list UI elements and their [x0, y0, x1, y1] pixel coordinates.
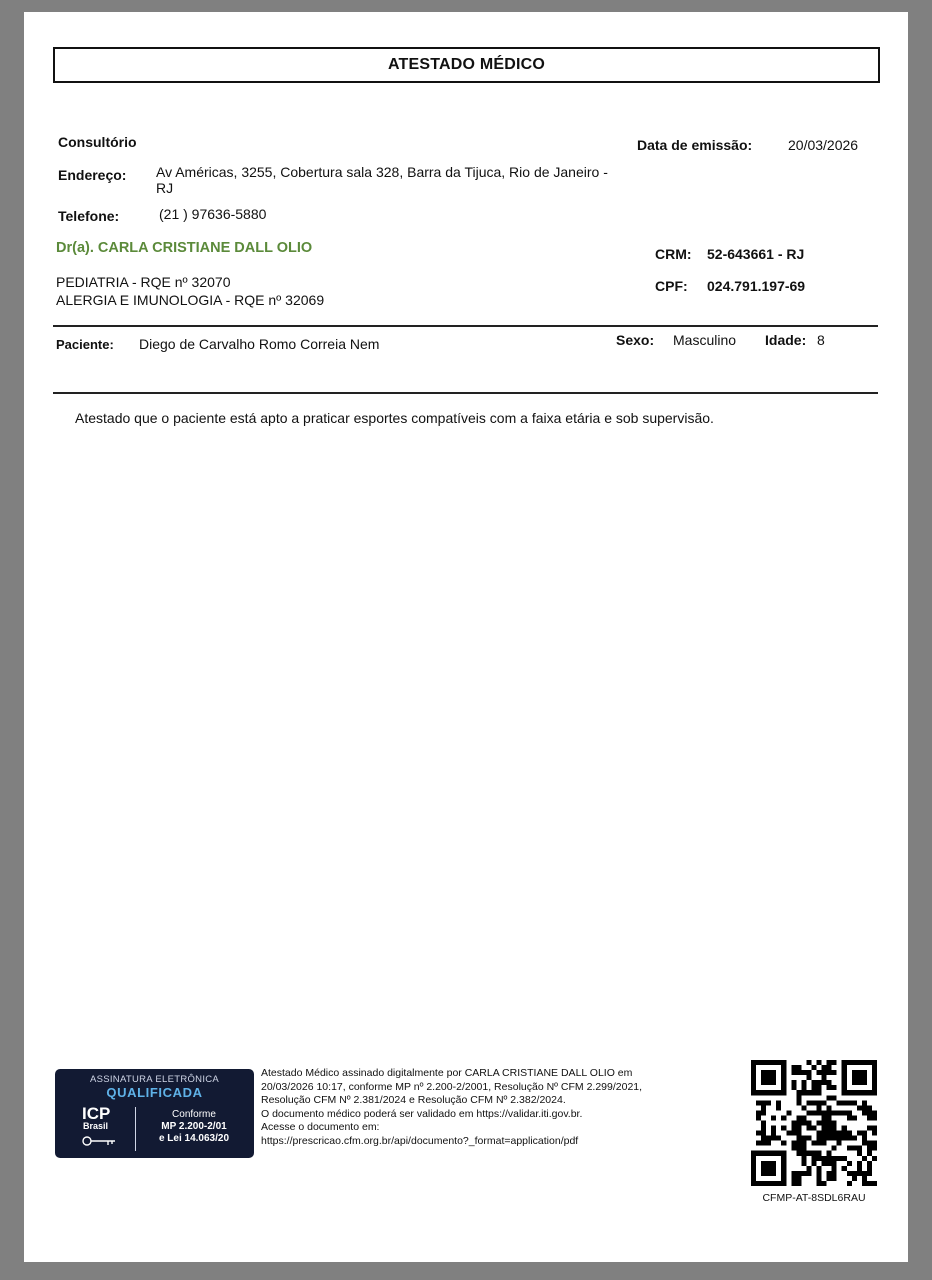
seal-conforme-text: Conforme: [172, 1109, 216, 1120]
seal-icp-text: ICP: [82, 1104, 111, 1123]
qr-code-id: CFMP-AT-8SDL6RAU: [762, 1192, 866, 1204]
seal-top-text: ASSINATURA ELETRÔNICA: [89, 1074, 220, 1085]
divider: [53, 325, 878, 327]
cpf-label: CPF:: [655, 278, 688, 294]
patient-name: Diego de Carvalho Romo Correia Nem: [139, 336, 380, 352]
specialty-item: PEDIATRIA - RQE nº 32070: [56, 274, 231, 290]
seal-mp-text: MP 2.200-2/01: [161, 1121, 227, 1132]
key-icon: [81, 1135, 119, 1147]
signature-line: Atestado Médico assinado digitalmente por CARLA CRISTIANE DALL OLIO em: [261, 1067, 633, 1079]
age-label: Idade:: [765, 332, 807, 348]
issue-date-label: Data de emissão:: [637, 137, 753, 153]
age-value: 8: [817, 332, 825, 348]
digital-signature-notice: [261, 1067, 731, 1149]
issue-date-value: 20/03/2026: [788, 137, 859, 153]
signature-line: 20/03/2026 10:17, conforme MP nº 2.200-2/2001, Resolução Nº CFM 2.299/2021,: [261, 1080, 643, 1093]
signature-line: Acesse o documento em:: [261, 1121, 380, 1134]
signature-line: https://prescricao.cfm.org.br/api/documento?_format=application/pdf: [261, 1134, 579, 1147]
signature-line: O documento médico poderá ser validado em https://validar.iti.gov.br.: [261, 1107, 583, 1120]
document-page: [24, 12, 908, 1262]
patient-label: Paciente:: [56, 337, 114, 352]
signature-line: Resolução CFM Nº 2.381/2024 e Resolução CFM Nº 2.382/2024.: [261, 1094, 566, 1107]
seal-brasil-text: Brasil: [83, 1121, 109, 1131]
phone-value: (21 ) 97636-5880: [159, 206, 267, 222]
doctor-name: Dr(a). CARLA CRISTIANE DALL OLIO: [56, 240, 313, 256]
sex-label: Sexo:: [616, 332, 655, 348]
document-title: ATESTADO MÉDICO: [53, 47, 880, 83]
certificate-body: Atestado que o paciente está apto a praticar esportes compatíveis com a faixa etária e sob supervisão.: [75, 410, 714, 426]
address-label: Endereço:: [58, 167, 127, 183]
crm-value: 52-643661 - RJ: [707, 246, 805, 262]
seal-lei-text: e Lei 14.063/20: [158, 1133, 230, 1144]
seal-divider: [135, 1107, 136, 1151]
address-line-1: Av Américas, 3255, Cobertura sala 328, Barra da Tijuca, Rio de Janeiro -: [156, 164, 608, 180]
crm-label: CRM:: [655, 246, 692, 262]
icp-brasil-seal: [55, 1069, 254, 1158]
phone-label: Telefone:: [58, 208, 120, 224]
address-line-2: RJ: [156, 180, 174, 196]
clinic-label: Consultório: [58, 134, 137, 150]
sex-value: Masculino: [673, 332, 737, 348]
seal-main-text: QUALIFICADA: [106, 1085, 203, 1100]
qr-code-icon: [751, 1060, 877, 1186]
divider: [53, 392, 878, 394]
doctor-specialties: [56, 273, 324, 309]
cpf-value: 024.791.197-69: [707, 278, 806, 294]
specialty-item: ALERGIA E IMUNOLOGIA - RQE nº 32069: [56, 292, 325, 308]
address-value: [156, 164, 608, 196]
